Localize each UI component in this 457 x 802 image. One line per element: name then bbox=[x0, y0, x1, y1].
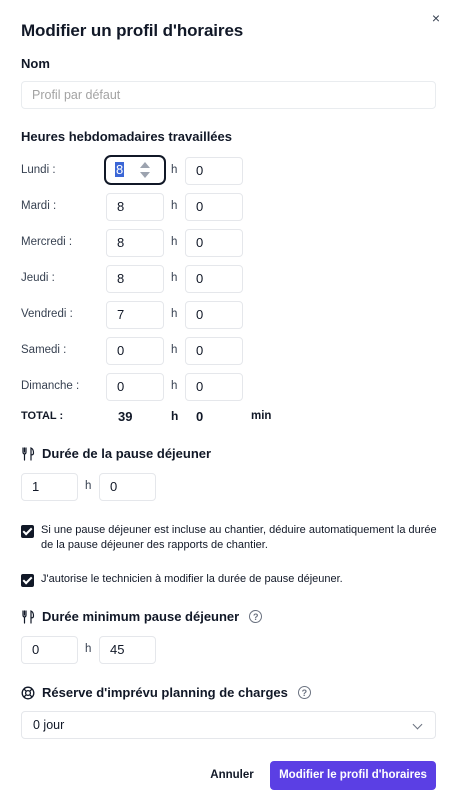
hours-input-samedi[interactable]: 0 bbox=[106, 337, 164, 365]
minutes-input-samedi[interactable]: 0 bbox=[185, 337, 243, 365]
total-minute-unit: min bbox=[251, 410, 272, 422]
min-lunch-label: Durée minimum pause déjeuner bbox=[42, 609, 240, 624]
hours-input-vendredi[interactable]: 7 bbox=[106, 301, 164, 329]
day-label-lundi: Lundi : bbox=[21, 164, 56, 176]
hour-unit: h bbox=[85, 643, 92, 655]
hour-unit: h bbox=[85, 480, 92, 492]
hour-unit: h bbox=[171, 344, 178, 356]
submit-button[interactable]: Modifier le profil d'horaires bbox=[270, 761, 436, 790]
total-hours: 39 bbox=[118, 409, 133, 424]
hours-input-jeudi[interactable]: 8 bbox=[106, 265, 164, 293]
lunch-hours-input[interactable]: 1 bbox=[21, 473, 78, 501]
lifebuoy-icon bbox=[21, 686, 35, 700]
min-lunch-hours-input[interactable]: 0 bbox=[21, 636, 78, 664]
cancel-button[interactable]: Annuler bbox=[210, 769, 254, 781]
reserve-label: Réserve d'imprévu planning de charges bbox=[42, 685, 288, 700]
question-circle-icon[interactable]: ? bbox=[298, 686, 311, 699]
hours-input-lundi[interactable] bbox=[104, 155, 166, 185]
name-label: Nom bbox=[21, 56, 50, 71]
name-input[interactable] bbox=[21, 81, 436, 109]
fork-knife-icon bbox=[21, 610, 35, 624]
hours-input-mardi[interactable]: 8 bbox=[106, 193, 164, 221]
hour-unit: h bbox=[171, 200, 178, 212]
total-hour-unit: h bbox=[171, 409, 179, 423]
hour-unit: h bbox=[171, 164, 178, 176]
reserve-title bbox=[21, 685, 311, 700]
minutes-input-lundi[interactable]: 0 bbox=[185, 157, 243, 185]
minutes-input-mardi[interactable]: 0 bbox=[185, 193, 243, 221]
lunch-duration-title bbox=[21, 446, 211, 461]
hour-unit: h bbox=[171, 272, 178, 284]
close-icon[interactable]: × bbox=[431, 10, 441, 26]
tech-modify-checkbox[interactable] bbox=[21, 574, 34, 587]
total-minutes: 0 bbox=[196, 409, 204, 424]
deduct-lunch-option[interactable] bbox=[21, 523, 441, 553]
question-circle-icon[interactable]: ? bbox=[249, 610, 262, 623]
minutes-input-jeudi[interactable]: 0 bbox=[185, 265, 243, 293]
chevron-down-icon bbox=[413, 720, 423, 730]
total-label: TOTAL : bbox=[21, 410, 64, 422]
lunch-minutes-input[interactable]: 0 bbox=[99, 473, 156, 501]
reserve-selected-value: 0 jour bbox=[33, 718, 65, 732]
day-label-dimanche: Dimanche : bbox=[21, 380, 80, 392]
fork-knife-icon bbox=[21, 447, 35, 461]
min-lunch-minutes-input[interactable]: 45 bbox=[99, 636, 156, 664]
weekly-hours-title: Heures hebdomadaires travaillées bbox=[21, 129, 232, 144]
reserve-select[interactable] bbox=[21, 711, 436, 739]
minutes-input-dimanche[interactable]: 0 bbox=[185, 373, 243, 401]
minutes-input-mercredi[interactable]: 0 bbox=[185, 229, 243, 257]
tech-modify-option[interactable] bbox=[21, 572, 441, 587]
hours-input-dimanche[interactable]: 0 bbox=[106, 373, 164, 401]
spinner-icon[interactable] bbox=[140, 162, 150, 180]
lunch-duration-label: Durée de la pause déjeuner bbox=[42, 446, 212, 461]
tech-modify-label: J'autorise le technicien à modifier la durée de pause déjeuner. bbox=[41, 573, 343, 585]
deduct-lunch-checkbox[interactable] bbox=[21, 525, 34, 538]
minutes-input-vendredi[interactable]: 0 bbox=[185, 301, 243, 329]
hours-value-lundi: 8 bbox=[116, 162, 124, 177]
day-label-mercredi: Mercredi : bbox=[21, 236, 73, 248]
hours-input-mercredi[interactable]: 8 bbox=[106, 229, 164, 257]
day-label-jeudi: Jeudi : bbox=[21, 272, 55, 284]
day-label-mardi: Mardi : bbox=[21, 200, 57, 212]
hour-unit: h bbox=[171, 308, 178, 320]
hour-unit: h bbox=[171, 236, 178, 248]
deduct-lunch-label: Si une pause déjeuner est incluse au chantier, déduire automatiquement la durée de la pause déjeuner des rapports de chantier. bbox=[41, 524, 437, 551]
min-lunch-title bbox=[21, 609, 262, 624]
day-label-samedi: Samedi : bbox=[21, 344, 67, 356]
dialog-title: Modifier un profil d'horaires bbox=[21, 21, 244, 40]
hour-unit: h bbox=[171, 380, 178, 392]
day-label-vendredi: Vendredi : bbox=[21, 308, 73, 320]
